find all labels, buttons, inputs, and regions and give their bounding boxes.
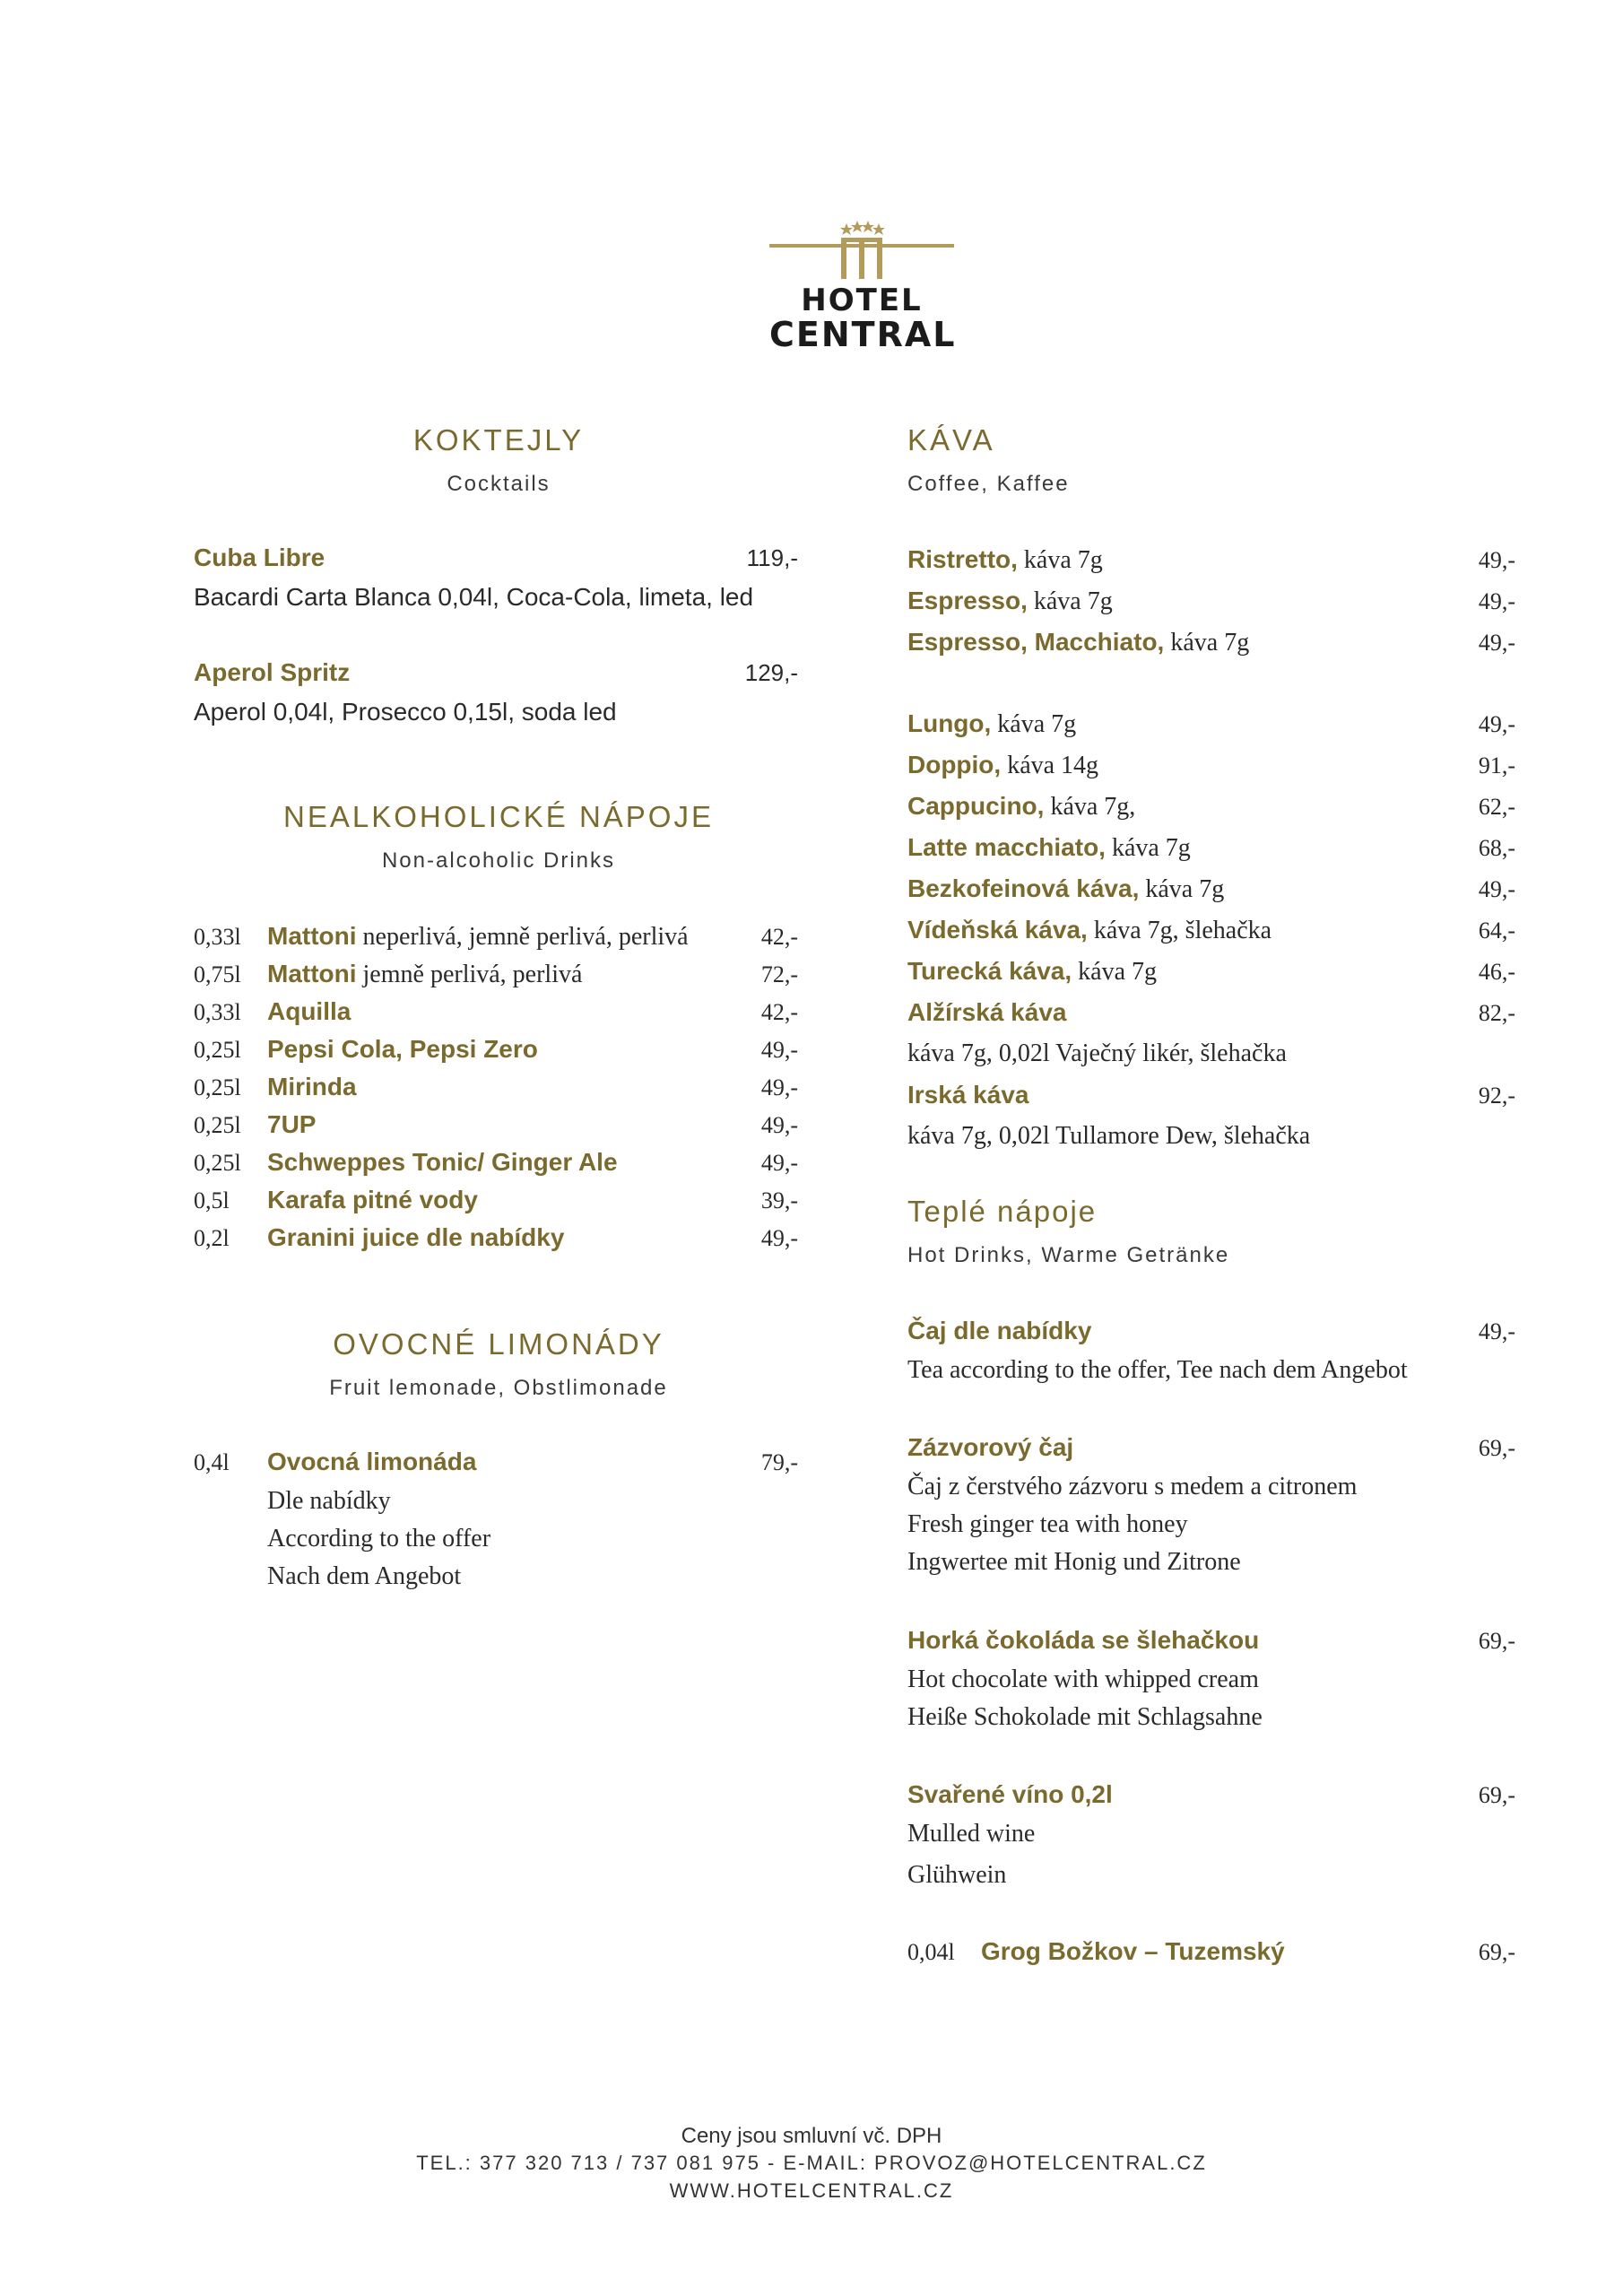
soft-drink-desc: jemně perlivá, perlivá [356, 961, 583, 988]
grog-price: 69,- [1478, 1939, 1515, 1965]
logo-line-central: CENTRAL [769, 315, 957, 354]
soft-drink-price: 49,- [760, 1074, 798, 1100]
soft-drink-item [267, 922, 689, 952]
hot-drink-line: Čaj z čerstvého zázvoru s medem a citronem [907, 1473, 1358, 1500]
hot-drink-line: Hot chocolate with whipped cream [907, 1665, 1259, 1693]
coffee-name: Espresso, Macchiato, [907, 628, 1165, 656]
lemonade-line: Nach dem Angebot [267, 1562, 462, 1590]
coffee-price: 91,- [1478, 752, 1515, 778]
soft-drink-item [267, 1186, 478, 1214]
footer-website-link[interactable]: WWW.HOTELCENTRAL.CZ [669, 2179, 954, 2202]
soft-drink-item [267, 1148, 618, 1177]
hot-drink-line: Ingwertee mit Honig und Zitrone [907, 1548, 1241, 1576]
hot-drink-item [907, 1317, 1091, 1345]
logo-emblem-icon [769, 220, 954, 283]
soft-drink-desc: neperlivá, jemně perlivá, perlivá [356, 923, 689, 951]
coffee-name: Lungo, [907, 709, 992, 737]
soft-drink-name: Mattoni [267, 960, 357, 987]
coffee-detail: káva 7g, 0,02l Tullamore Dew, šlehačka [907, 1122, 1311, 1150]
soft-drink-name: Granini juice dle nabídky [267, 1223, 565, 1251]
coffee-name: Alžírská káva [907, 998, 1067, 1026]
soft-drink-volume: 0,33l [194, 999, 241, 1025]
coffee-item [907, 751, 1098, 780]
coffee-desc: káva 7g [1027, 587, 1113, 615]
cocktail-desc: Aperol 0,04l, Prosecco 0,15l, soda led [194, 698, 617, 726]
soft-drink-price: 72,- [760, 961, 798, 987]
coffee-price: 49,- [1478, 588, 1515, 614]
coffee-price: 62,- [1478, 794, 1515, 820]
soft-drink-volume: 0,75l [194, 961, 241, 987]
coffee-desc: káva 7g [1139, 875, 1225, 903]
coffee-item [907, 628, 1249, 657]
hot-drink-price: 69,- [1478, 1782, 1515, 1808]
coffee-subtitle: Coffee, Kaffee [907, 472, 1070, 496]
hot-drink-line: Tea according to the offer, Tee nach dem Angebot [907, 1356, 1408, 1384]
lemonade-price: 79,- [760, 1449, 798, 1475]
coffee-price: 68,- [1478, 835, 1515, 861]
coffee-desc: káva 7g [1072, 958, 1158, 986]
coffee-item [907, 792, 1135, 822]
coffee-name: Latte macchiato, [907, 833, 1106, 861]
soft-drink-price: 49,- [760, 1037, 798, 1063]
lemonade-name: Ovocná limonáda [267, 1448, 477, 1475]
footer-vat-note: Ceny jsou smluvní vč. DPH [681, 2124, 942, 2148]
cocktail-desc: Bacardi Carta Blanca 0,04l, Coca-Cola, limeta, led [194, 583, 754, 611]
cocktails-title: KOKTEJLY [412, 423, 585, 457]
coffee-item [907, 874, 1224, 904]
coffee-desc: káva 14g [1001, 752, 1099, 779]
coffee-item [907, 1081, 1028, 1109]
soft-drink-volume: 0,25l [194, 1037, 241, 1063]
lemonade-line: Dle nabídky [267, 1487, 391, 1515]
coffee-title: KÁVA [907, 423, 995, 457]
hot-drinks-title: Teplé nápoje [907, 1195, 1098, 1228]
hot-drink-line: Glühwein [907, 1861, 1007, 1889]
coffee-name: Turecká káva, [907, 957, 1072, 985]
soft-drink-name: Karafa pitné vody [267, 1186, 478, 1213]
grog-item [981, 1937, 1285, 1966]
soft-drink-item [267, 1223, 564, 1252]
hot-drink-line: Heiße Schokolade mit Schlagsahne [907, 1703, 1263, 1731]
soft-drink-price: 42,- [760, 924, 798, 950]
coffee-price: 49,- [1478, 630, 1515, 656]
soft-drink-volume: 0,25l [194, 1112, 241, 1138]
coffee-item [907, 833, 1191, 863]
coffee-price: 46,- [1478, 959, 1515, 985]
coffee-price: 92,- [1478, 1083, 1515, 1109]
hot-drink-line: Mulled wine [907, 1820, 1036, 1848]
coffee-price: 49,- [1478, 876, 1515, 902]
coffee-name: Vídeňská káva, [907, 916, 1088, 944]
cocktail-name: Cuba Libre [194, 544, 325, 571]
coffee-name: Espresso, [907, 587, 1028, 614]
grog-name: Grog Božkov – Tuzemský [981, 1937, 1285, 1965]
coffee-desc: káva 7g, šlehačka [1087, 917, 1272, 944]
soft-drink-volume: 0,5l [194, 1187, 230, 1213]
soft-drink-name: 7UP [267, 1110, 317, 1138]
soft-drink-item [267, 960, 582, 989]
hot-drink-item [907, 1433, 1073, 1462]
coffee-desc: káva 7g [1164, 629, 1250, 657]
coffee-detail: káva 7g, 0,02l Vaječný likér, šlehačka [907, 1039, 1287, 1067]
hot-drink-name: Čaj dle nabídky [907, 1317, 1092, 1344]
hot-drink-price: 49,- [1478, 1318, 1515, 1344]
soft-drink-name: Aquilla [267, 997, 352, 1025]
soft-drink-volume: 0,2l [194, 1225, 230, 1251]
coffee-item [907, 998, 1066, 1027]
coffee-item [907, 709, 1076, 739]
coffee-price: 49,- [1478, 547, 1515, 573]
hot-drink-price: 69,- [1478, 1628, 1515, 1654]
soft-drinks-title: NEALKOHOLICKÉ NÁPOJE [283, 800, 714, 833]
soft-drink-name: Mirinda [267, 1073, 357, 1100]
grog-volume: 0,04l [907, 1939, 955, 1965]
coffee-name: Cappucino, [907, 792, 1045, 820]
lemonade-item [267, 1448, 476, 1476]
soft-drink-price: 42,- [760, 999, 798, 1025]
hot-drink-name: Zázvorový čaj [907, 1433, 1074, 1461]
cocktail-price: 129,- [744, 659, 798, 686]
cocktails-subtitle: Cocktails [447, 472, 551, 496]
coffee-desc: káva 7g [991, 710, 1077, 738]
coffee-price: 64,- [1478, 918, 1515, 944]
coffee-price: 49,- [1478, 711, 1515, 737]
coffee-name: Irská káva [907, 1081, 1029, 1109]
coffee-item [907, 916, 1271, 945]
soft-drink-volume: 0,25l [194, 1074, 241, 1100]
soft-drink-price: 49,- [760, 1225, 798, 1251]
cocktail-price: 119,- [746, 544, 798, 571]
coffee-item [907, 545, 1103, 575]
coffee-desc: káva 7g [1017, 546, 1103, 574]
hot-drink-item [907, 1780, 1113, 1809]
soft-drink-name: Schweppes Tonic/ Ginger Ale [267, 1148, 618, 1176]
logo-line-hotel: HOTEL [801, 283, 923, 318]
hot-drink-name: Svařené víno 0,2l [907, 1780, 1113, 1808]
soft-drink-item [267, 1073, 357, 1101]
coffee-item [907, 587, 1113, 616]
hot-drink-name: Horká čokoláda se šlehačkou [907, 1626, 1260, 1654]
soft-drink-volume: 0,33l [194, 924, 241, 950]
hot-drink-line: Fresh ginger tea with honey [907, 1510, 1188, 1538]
coffee-price: 82,- [1478, 1000, 1515, 1026]
lemonade-title: OVOCNÉ LIMONÁDY [333, 1327, 664, 1361]
hot-drink-item [907, 1626, 1259, 1655]
coffee-item [907, 957, 1157, 987]
hotel-logo [769, 220, 957, 354]
coffee-desc: káva 7g, [1044, 793, 1136, 821]
soft-drink-item [267, 997, 351, 1026]
coffee-desc: káva 7g [1105, 834, 1191, 862]
footer-contact: TEL.: 377 320 713 / 737 081 975 - E-MAIL: PROVOZ@HOTELCENTRAL.CZ [416, 2152, 1207, 2174]
soft-drink-item [267, 1035, 538, 1064]
soft-drink-volume: 0,25l [194, 1150, 241, 1176]
coffee-name: Bezkofeinová káva, [907, 874, 1140, 902]
soft-drinks-subtitle: Non-alcoholic Drinks [381, 848, 616, 873]
soft-drink-item [267, 1110, 316, 1139]
lemonade-volume: 0,4l [194, 1449, 230, 1475]
soft-drink-name: Mattoni [267, 922, 357, 950]
soft-drink-name: Pepsi Cola, Pepsi Zero [267, 1035, 538, 1063]
coffee-name: Ristretto, [907, 545, 1018, 573]
coffee-name: Doppio, [907, 751, 1002, 778]
hot-drinks-subtitle: Hot Drinks, Warme Getränke [907, 1243, 1230, 1267]
lemonade-subtitle: Fruit lemonade, Obstlimonade [329, 1376, 668, 1400]
lemonade-line: According to the offer [267, 1525, 491, 1552]
soft-drink-price: 49,- [760, 1150, 798, 1176]
cocktail-name: Aperol Spritz [194, 658, 351, 686]
hot-drink-price: 69,- [1478, 1435, 1515, 1461]
soft-drink-price: 39,- [760, 1187, 798, 1213]
soft-drink-price: 49,- [760, 1112, 798, 1138]
